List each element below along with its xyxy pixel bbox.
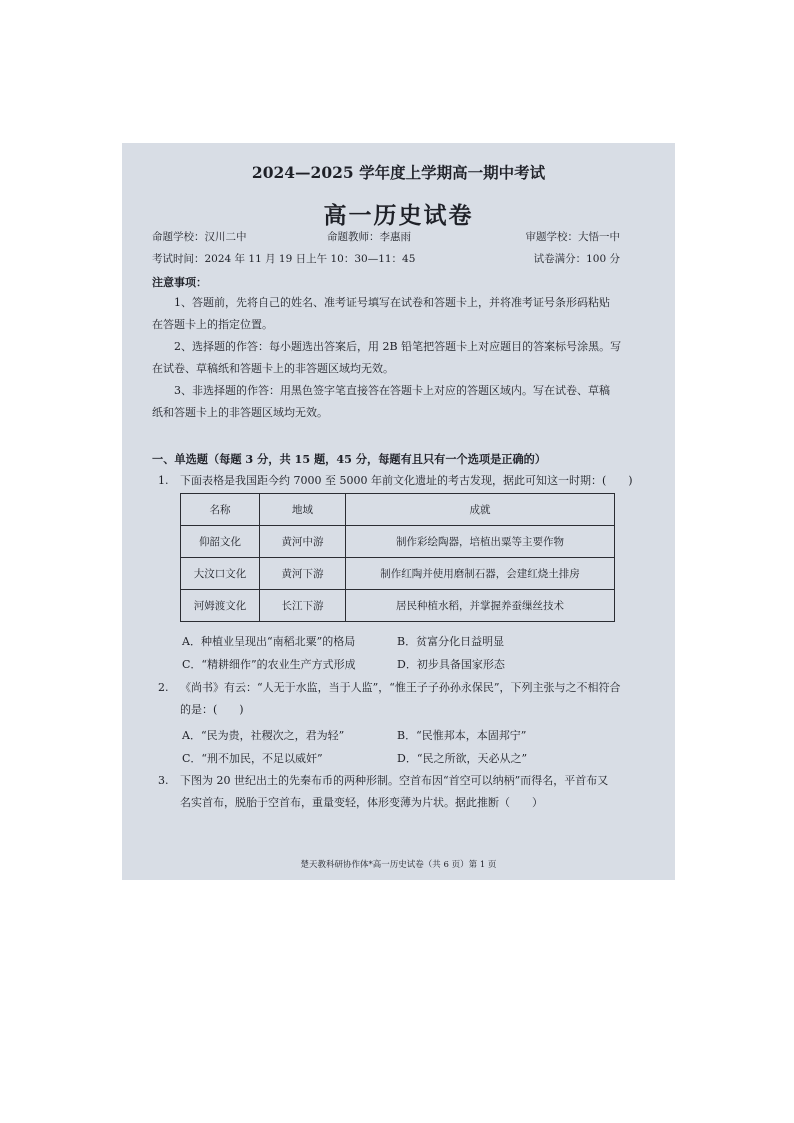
q2-stem-line-1: 《尚书》有云：“人无于水监，当于人监”，“惟王子子孙孙永保民”，下列主张与之不相符合 <box>180 681 621 694</box>
note-2-line-1: 2、选择题的作答：每小题选出答案后，用 2B 铅笔把答题卡上对应题目的答案标号涂黑。写 <box>174 340 622 353</box>
cell: 大汶口文化 <box>181 558 260 590</box>
cell: 仰韶文化 <box>181 526 260 558</box>
table-row <box>181 558 615 590</box>
exam-sheet <box>122 143 675 880</box>
full-score: 试卷满分：100 分 <box>533 253 620 265</box>
q1-option-a: A．种植业呈现出“南稻北粟”的格局 <box>182 635 356 648</box>
cell: 长江下游 <box>260 590 346 622</box>
note-3-line-2: 纸和答题卡上的非答题区域均无效。 <box>152 406 328 419</box>
notes-heading: 注意事项： <box>152 276 207 289</box>
table-row <box>181 526 615 558</box>
page-footer: 楚天教科研协作体*高一历史试卷（共 6 页）第 1 页 <box>300 860 497 870</box>
section-heading: 一、单选题（每题 3 分，共 15 题，45 分，每题有且只有一个选项是正确的） <box>152 452 547 466</box>
q2-number: 2. <box>158 681 169 694</box>
cell: 河姆渡文化 <box>181 590 260 622</box>
header-region: 地域 <box>260 494 346 526</box>
q1-stem: 下面表格是我国距今约 7000 至 5000 年前文化遗址的考古发现，据此可知这一时期：( ) <box>180 474 633 487</box>
cell: 制作彩绘陶器，培植出粟等主要作物 <box>346 526 615 558</box>
note-2-line-2: 在试卷、草稿纸和答题卡上的非答题区域均无效。 <box>152 362 394 375</box>
q1-option-d: D．初步具备国家形态 <box>397 658 505 671</box>
cell: 制作红陶并使用磨制石器，会建红烧土排房 <box>346 558 615 590</box>
q2-option-d: D．“民之所欲，天必从之” <box>397 752 528 765</box>
q2-option-b: B．“民惟邦本，本固邦宁” <box>397 729 527 742</box>
cell: 黄河下游 <box>260 558 346 590</box>
q2-stem-line-2: 的是：( ) <box>180 703 244 716</box>
q2-option-c: C．“刑不加民，不足以威奸” <box>182 752 323 765</box>
q2-option-a: A．“民为贵，社稷次之，君为轻” <box>182 729 345 742</box>
review-school: 审题学校：大悟一中 <box>525 231 620 243</box>
proposing-school: 命题学校：汉川二中 <box>152 231 247 243</box>
header-name: 名称 <box>181 494 260 526</box>
note-1-line-1: 1、答题前，先将自己的姓名、准考证号填写在试卷和答题卡上，并将准考证号条形码粘贴 <box>174 296 610 309</box>
q3-number: 3. <box>158 774 169 787</box>
note-3-line-1: 3、非选择题的作答：用黑色签字笔直接答在答题卡上对应的答题区域内。写在试卷、草稿 <box>174 384 610 397</box>
note-1-line-2: 在答题卡上的指定位置。 <box>152 318 273 331</box>
q3-stem-line-2: 名实首布，脱胎于空首布，重量变轻，体形变薄为片状。据此推断（ ） <box>180 796 543 809</box>
exam-time: 考试时间：2024 年 11 月 19 日上午 10：30—11：45 <box>152 253 416 265</box>
q1-number: 1. <box>158 474 169 487</box>
q1-option-b: B．贫富分化日益明显 <box>397 635 505 648</box>
q1-table <box>180 493 615 622</box>
cell: 居民种植水稻，并掌握养蚕缫丝技术 <box>346 590 615 622</box>
header-achievement: 成就 <box>346 494 615 526</box>
exam-title: 2024—2025 学年度上学期高一期中考试 <box>251 163 546 182</box>
subject-title: 高一历史试卷 <box>323 202 474 229</box>
table-header-row <box>181 494 615 526</box>
proposing-teacher: 命题教师：李惠雨 <box>327 231 411 243</box>
q1-option-c: C．“精耕细作”的农业生产方式形成 <box>182 658 356 671</box>
cell: 黄河中游 <box>260 526 346 558</box>
q3-stem-line-1: 下图为 20 世纪出土的先秦布币的两种形制。空首布因“首空可以纳柄”而得名，平首布又 <box>180 774 609 787</box>
table-row <box>181 590 615 622</box>
